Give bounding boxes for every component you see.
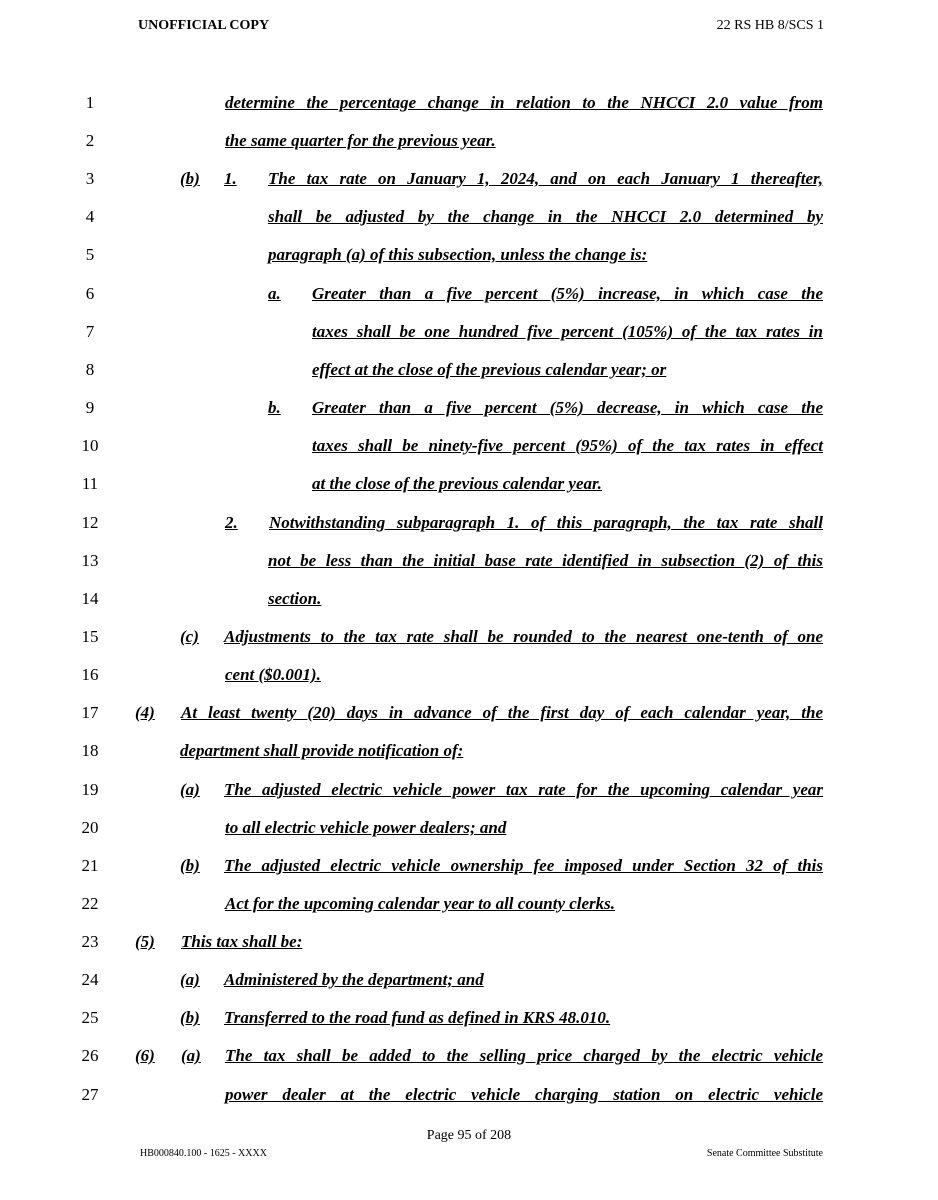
line-text: paragraph (a) of this subsection, unless the change is: xyxy=(268,245,648,264)
paragraph-label: a. xyxy=(268,284,281,303)
line-number: 8 xyxy=(85,360,95,379)
line-text: taxes shall be one hundred five percent (105%) of the tax rates in xyxy=(312,322,823,341)
paragraph-label: (a) xyxy=(180,780,200,799)
line-text: Administered by the department; and xyxy=(224,970,484,989)
line-text: the same quarter for the previous year. xyxy=(225,131,496,150)
text-line xyxy=(135,1046,823,1066)
line-number: 22 xyxy=(81,894,99,913)
text-line xyxy=(135,703,823,723)
line-text: taxes shall be ninety-five percent (95%) of the tax rates in effect xyxy=(312,436,823,455)
line-number: 14 xyxy=(81,589,99,608)
text-line xyxy=(225,818,506,838)
text-line xyxy=(225,93,823,113)
paragraph-label: (b) xyxy=(180,1008,200,1027)
line-text: This tax shall be: xyxy=(181,932,303,951)
line-number: 12 xyxy=(81,513,99,532)
line-text: The tax shall be added to the selling price charged by the electric vehicle xyxy=(225,1046,823,1065)
line-number: 19 xyxy=(81,780,99,799)
text-line xyxy=(225,665,321,685)
page-number: Page 95 of 208 xyxy=(426,1128,512,1143)
text-line xyxy=(312,436,823,456)
text-line xyxy=(180,780,823,800)
line-number: 21 xyxy=(81,856,99,875)
text-line xyxy=(268,398,823,418)
text-line xyxy=(312,474,602,494)
line-text: cent ($0.001). xyxy=(225,665,321,684)
line-number: 27 xyxy=(81,1085,99,1104)
line-text: power dealer at the electric vehicle charging station on electric vehicle xyxy=(225,1085,823,1104)
line-text: The adjusted electric vehicle ownership fee imposed under Section 32 of this xyxy=(224,856,823,875)
line-number: 4 xyxy=(85,207,95,226)
line-number: 11 xyxy=(81,474,99,493)
line-number: 10 xyxy=(81,436,99,455)
line-number: 13 xyxy=(81,551,99,570)
text-line xyxy=(268,551,823,571)
line-number: 2 xyxy=(85,131,95,150)
line-text: section. xyxy=(268,589,322,608)
subparagraph-label: 1. xyxy=(224,169,237,188)
footer-label: Senate Committee Substitute xyxy=(706,1148,823,1159)
line-text: Adjustments to the tax rate shall be rounded to the nearest one-tenth of one xyxy=(224,627,823,646)
text-line xyxy=(180,856,823,876)
line-number: 3 xyxy=(85,169,95,188)
paragraph-label: (5) xyxy=(135,932,155,951)
line-text: not be less than the initial base rate identified in subsection (2) of this xyxy=(268,551,823,570)
text-line xyxy=(268,207,823,227)
line-number: 15 xyxy=(81,627,99,646)
text-line xyxy=(225,513,823,533)
line-text: At least twenty (20) days in advance of the first day of each calendar year, the xyxy=(181,703,823,722)
line-number: 1 xyxy=(85,93,95,112)
header-right: 22 RS HB 8/SCS 1 xyxy=(716,18,824,33)
line-text: to all electric vehicle power dealers; and xyxy=(225,818,507,837)
footer-doc-id: HB000840.100 - 1625 - XXXX xyxy=(140,1148,267,1159)
line-number: 26 xyxy=(81,1046,99,1065)
text-line xyxy=(268,245,647,265)
paragraph-label: (4) xyxy=(135,703,155,722)
paragraph-label: 2. xyxy=(225,513,238,532)
line-number: 6 xyxy=(85,284,95,303)
paragraph-label: (6) xyxy=(135,1046,155,1065)
line-text: Greater than a five percent (5%) increase, in which case the xyxy=(312,284,823,303)
line-text: Greater than a five percent (5%) decrease, in which case the xyxy=(312,398,823,417)
line-number: 18 xyxy=(81,741,99,760)
text-line xyxy=(225,1085,823,1105)
paragraph-label: (a) xyxy=(180,970,200,989)
text-line xyxy=(180,970,484,990)
line-number: 25 xyxy=(81,1008,99,1027)
text-line xyxy=(312,322,823,342)
text-line xyxy=(225,131,496,151)
text-line xyxy=(312,360,666,380)
text-line xyxy=(180,627,823,647)
line-text: Act for the upcoming calendar year to all county clerks. xyxy=(225,894,616,913)
text-line xyxy=(135,932,302,952)
line-text: shall be adjusted by the change in the NHCCI 2.0 determined by xyxy=(268,207,823,226)
line-text: determine the percentage change in relation to the NHCCI 2.0 value from xyxy=(225,93,823,112)
text-line xyxy=(180,169,823,189)
line-text: The adjusted electric vehicle power tax rate for the upcoming calendar year xyxy=(224,780,823,799)
line-text: The tax rate on January 1, 2024, and on each January 1 thereafter, xyxy=(268,169,823,188)
line-number: 17 xyxy=(81,703,99,722)
line-number: 16 xyxy=(81,665,99,684)
text-line xyxy=(180,1008,610,1028)
header-left: UNOFFICIAL COPY xyxy=(138,18,270,33)
paragraph-label: (b) xyxy=(180,169,200,188)
line-number: 7 xyxy=(85,322,95,341)
line-number: 9 xyxy=(85,398,95,417)
line-number: 24 xyxy=(81,970,99,989)
line-number: 23 xyxy=(81,932,99,951)
text-line xyxy=(180,741,463,761)
paragraph-label: (b) xyxy=(180,856,200,875)
paragraph-label: b. xyxy=(268,398,281,417)
text-line xyxy=(268,589,321,609)
paragraph-label: (c) xyxy=(180,627,199,646)
subparagraph-label: (a) xyxy=(181,1046,201,1065)
line-number: 20 xyxy=(81,818,99,837)
line-text: Notwithstanding subparagraph 1. of this paragraph, the tax rate shall xyxy=(269,513,823,532)
line-text: Transferred to the road fund as defined in KRS 48.010. xyxy=(224,1008,611,1027)
line-text: department shall provide notification of: xyxy=(180,741,464,760)
text-line xyxy=(268,284,823,304)
text-line xyxy=(225,894,615,914)
line-number: 5 xyxy=(85,245,95,264)
line-text: at the close of the previous calendar year. xyxy=(312,474,602,493)
line-text: effect at the close of the previous calendar year; or xyxy=(312,360,667,379)
